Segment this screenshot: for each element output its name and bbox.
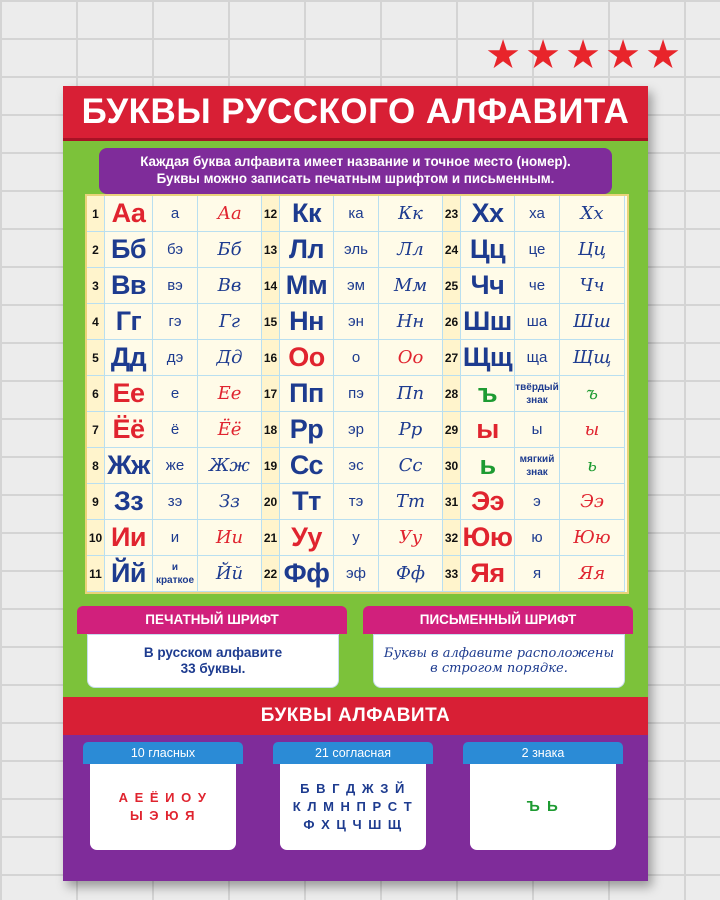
script-font-body xyxy=(373,634,625,688)
letter-number: 20 xyxy=(262,484,280,520)
letter-print: ь xyxy=(461,448,515,484)
consonants-box xyxy=(273,742,433,852)
letter-number: 9 xyxy=(87,484,105,520)
letter-script: Дд xyxy=(198,340,262,376)
letter-number: 14 xyxy=(262,268,280,304)
letter-print: Оо xyxy=(280,340,334,376)
letter-script: ь xyxy=(560,448,625,484)
letter-name: ы xyxy=(515,412,560,448)
letter-name: ё xyxy=(153,412,198,448)
letter-script: Тт xyxy=(379,484,443,520)
letter-print: Рр xyxy=(280,412,334,448)
letter-number: 12 xyxy=(262,196,280,232)
letter-print: Кк xyxy=(280,196,334,232)
letter-name: эн xyxy=(334,304,379,340)
letter-number: 24 xyxy=(443,232,461,268)
letter-name: тэ xyxy=(334,484,379,520)
letter-print: Сс xyxy=(280,448,334,484)
consonants-line-3: Ф Х Ц Ч Ш Щ xyxy=(303,817,403,832)
letter-name: ша xyxy=(515,304,560,340)
letter-number: 10 xyxy=(87,520,105,556)
letter-number: 29 xyxy=(443,412,461,448)
letter-script: Йй xyxy=(198,556,262,592)
letter-name: зэ xyxy=(153,484,198,520)
letter-number: 16 xyxy=(262,340,280,376)
letter-name: ха xyxy=(515,196,560,232)
intro-line-1: Каждая буква алфавита имеет название и точное место (номер). xyxy=(140,154,571,169)
letter-print: Нн xyxy=(280,304,334,340)
letter-script: Бб xyxy=(198,232,262,268)
vowels-list xyxy=(90,764,236,850)
signs-box xyxy=(463,742,623,852)
letter-number: 27 xyxy=(443,340,461,376)
letter-number: 33 xyxy=(443,556,461,592)
letter-print: Зз xyxy=(105,484,153,520)
script-font-header: ПИСЬМЕННЫЙ ШРИФТ xyxy=(363,606,633,634)
letter-print: Чч xyxy=(461,268,515,304)
letter-number: 32 xyxy=(443,520,461,556)
letter-print: ъ xyxy=(461,376,515,412)
letter-script: Фф xyxy=(379,556,443,592)
letter-number: 21 xyxy=(262,520,280,556)
letter-script: Вв xyxy=(198,268,262,304)
script-font-panel xyxy=(363,606,633,692)
letter-name: а xyxy=(153,196,198,232)
letter-print: Дд xyxy=(105,340,153,376)
letter-script: Мм xyxy=(379,268,443,304)
letter-number: 22 xyxy=(262,556,280,592)
letter-script: Юю xyxy=(560,520,625,556)
letter-number: 3 xyxy=(87,268,105,304)
letter-name: че xyxy=(515,268,560,304)
letter-print: Юю xyxy=(461,520,515,556)
star-icon: ★ xyxy=(485,32,521,78)
alphabet-poster xyxy=(63,86,648,881)
letter-print: Мм xyxy=(280,268,334,304)
letter-script: Цц xyxy=(560,232,625,268)
letter-name: гэ xyxy=(153,304,198,340)
letter-name: эф xyxy=(334,556,379,592)
letter-name: твёрдый знак xyxy=(515,376,560,412)
letter-name: це xyxy=(515,232,560,268)
letter-number: 25 xyxy=(443,268,461,304)
consonants-list xyxy=(280,764,426,850)
letter-name: и xyxy=(153,520,198,556)
letter-name: у xyxy=(334,520,379,556)
letter-name: дэ xyxy=(153,340,198,376)
letter-name: эм xyxy=(334,268,379,304)
letter-number: 23 xyxy=(443,196,461,232)
script-font-line-1: Буквы в алфавите расположены xyxy=(383,646,615,661)
letter-name: эль xyxy=(334,232,379,268)
letter-script: Щщ xyxy=(560,340,625,376)
print-font-header: ПЕЧАТНЫЙ ШРИФТ xyxy=(77,606,347,634)
letter-name: же xyxy=(153,448,198,484)
letter-name: бэ xyxy=(153,232,198,268)
letter-print: ы xyxy=(461,412,515,448)
letter-name: ю xyxy=(515,520,560,556)
letter-name: э xyxy=(515,484,560,520)
letter-name: вэ xyxy=(153,268,198,304)
letter-script: Ёё xyxy=(198,412,262,448)
letter-script: Зз xyxy=(198,484,262,520)
letter-name: и краткое xyxy=(153,556,198,592)
letter-script: Яя xyxy=(560,556,625,592)
letter-number: 26 xyxy=(443,304,461,340)
letter-print: Ее xyxy=(105,376,153,412)
consonants-line-2: К Л М Н П Р С Т xyxy=(292,799,414,814)
letter-number: 4 xyxy=(87,304,105,340)
letter-script: Хх xyxy=(560,196,625,232)
letter-number: 1 xyxy=(87,196,105,232)
letter-print: Яя xyxy=(461,556,515,592)
letter-name: о xyxy=(334,340,379,376)
letter-script: Оо xyxy=(379,340,443,376)
letter-name: ща xyxy=(515,340,560,376)
star-icon: ★ xyxy=(605,32,641,78)
vowels-line-1: А Е Ё И О У xyxy=(118,790,208,805)
letter-name: е xyxy=(153,376,198,412)
letter-script: Пп xyxy=(379,376,443,412)
print-font-panel xyxy=(77,606,347,692)
letter-number: 2 xyxy=(87,232,105,268)
letter-print: Тт xyxy=(280,484,334,520)
letter-number: 6 xyxy=(87,376,105,412)
letter-print: Фф xyxy=(280,556,334,592)
letter-print: Аа xyxy=(105,196,153,232)
letter-name: пэ xyxy=(334,376,379,412)
letter-number: 5 xyxy=(87,340,105,376)
vowels-header: 10 гласных xyxy=(83,742,243,764)
letter-print: Щщ xyxy=(461,340,515,376)
letter-script: Ии xyxy=(198,520,262,556)
intro-line-2: Буквы можно записать печатным шрифтом и письменным. xyxy=(156,171,555,186)
print-font-line-1: В русском алфавите xyxy=(143,645,283,660)
letter-print: Бб xyxy=(105,232,153,268)
letter-print: Цц xyxy=(461,232,515,268)
script-font-line-2: в строгом порядке. xyxy=(430,661,568,676)
letter-name: ка xyxy=(334,196,379,232)
vowels-box xyxy=(83,742,243,852)
letter-name: мягкий знак xyxy=(515,448,560,484)
letter-number: 19 xyxy=(262,448,280,484)
alphabet-table xyxy=(85,194,629,594)
letter-print: Пп xyxy=(280,376,334,412)
letter-print: Ээ xyxy=(461,484,515,520)
letter-number: 31 xyxy=(443,484,461,520)
letter-print: Хх xyxy=(461,196,515,232)
letter-number: 30 xyxy=(443,448,461,484)
letter-number: 17 xyxy=(262,376,280,412)
star-icon: ★ xyxy=(525,32,561,78)
letter-script: ы xyxy=(560,412,625,448)
letter-number: 28 xyxy=(443,376,461,412)
letter-script: Гг xyxy=(198,304,262,340)
consonants-header: 21 согласная xyxy=(273,742,433,764)
letter-script: Сс xyxy=(379,448,443,484)
poster-title: БУКВЫ РУССКОГО АЛФАВИТА xyxy=(81,92,630,131)
letter-name: эр xyxy=(334,412,379,448)
letter-script: Чч xyxy=(560,268,625,304)
letter-name: я xyxy=(515,556,560,592)
letter-number: 7 xyxy=(87,412,105,448)
letter-script: Лл xyxy=(379,232,443,268)
letter-number: 8 xyxy=(87,448,105,484)
title-bar xyxy=(63,86,648,141)
letter-script: ъ xyxy=(560,376,625,412)
vowels-line-2: Ы Э Ю Я xyxy=(129,808,197,823)
letter-script: Уу xyxy=(379,520,443,556)
letter-script: Ээ xyxy=(560,484,625,520)
letter-script: Аа xyxy=(198,196,262,232)
letter-print: Лл xyxy=(280,232,334,268)
letter-print: Уу xyxy=(280,520,334,556)
letter-print: Йй xyxy=(105,556,153,592)
signs-list xyxy=(470,764,616,850)
letter-number: 13 xyxy=(262,232,280,268)
letter-print: Жж xyxy=(105,448,153,484)
letter-print: Шш xyxy=(461,304,515,340)
signs-header: 2 знака xyxy=(463,742,623,764)
star-icon: ★ xyxy=(565,32,601,78)
letter-script: Рр xyxy=(379,412,443,448)
letter-number: 11 xyxy=(87,556,105,592)
letter-number: 15 xyxy=(262,304,280,340)
letter-script: Шш xyxy=(560,304,625,340)
print-font-body xyxy=(87,634,339,688)
letter-print: Вв xyxy=(105,268,153,304)
print-font-line-2: 33 буквы. xyxy=(180,661,246,676)
rating-stars xyxy=(484,32,690,78)
letter-script: Нн xyxy=(379,304,443,340)
star-icon: ★ xyxy=(645,32,681,78)
letter-number: 18 xyxy=(262,412,280,448)
letter-name: эс xyxy=(334,448,379,484)
consonants-line-1: Б В Г Д Ж З Й xyxy=(300,781,406,796)
letter-script: Жж xyxy=(198,448,262,484)
intro-banner xyxy=(99,148,612,194)
letter-print: Ии xyxy=(105,520,153,556)
letter-script: Кк xyxy=(379,196,443,232)
letter-script: Ее xyxy=(198,376,262,412)
letter-print: Гг xyxy=(105,304,153,340)
letter-print: Ёё xyxy=(105,412,153,448)
signs-line-1: Ъ Ь xyxy=(526,798,560,815)
letter-groups-title: БУКВЫ АЛФАВИТА xyxy=(63,697,648,735)
